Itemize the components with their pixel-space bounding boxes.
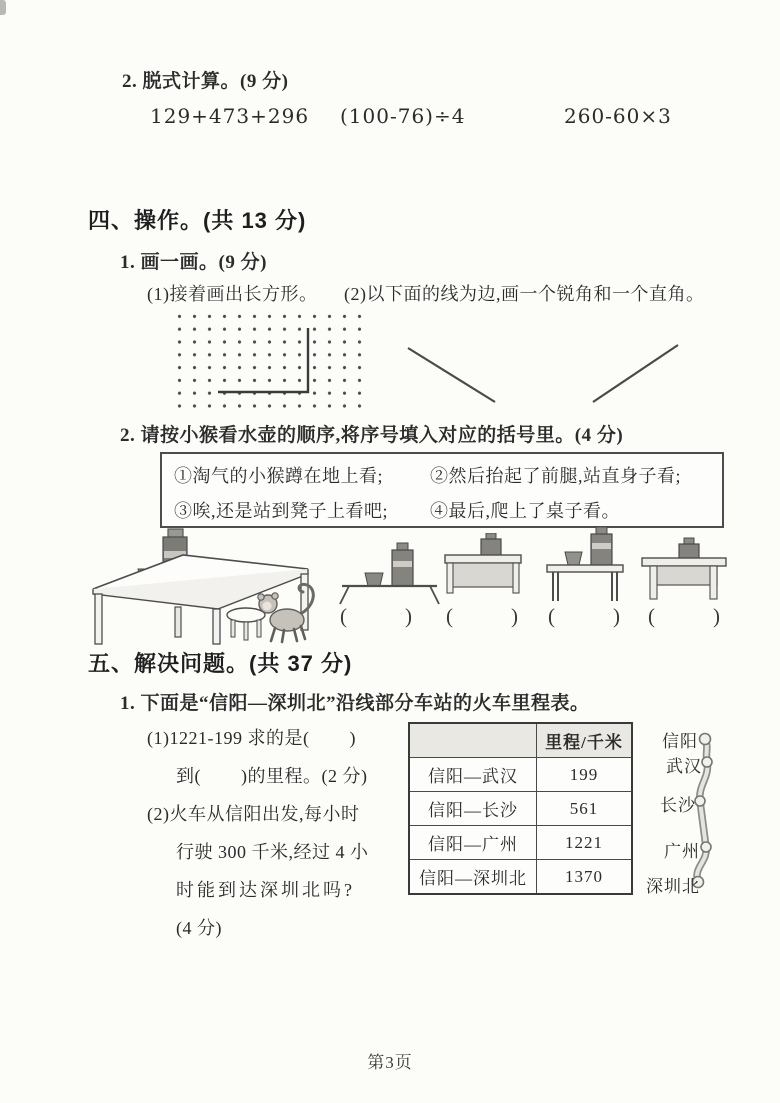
station-dot-guangzhou	[701, 842, 711, 852]
monkey-leg-2	[282, 630, 284, 642]
route-cell: 信阳—深圳北	[409, 860, 537, 895]
statement-4: ④最后,爬上了桌子看。	[430, 501, 620, 521]
stool-leg-3	[257, 620, 261, 637]
q1-line-2: 到( )的里程。(2 分)	[176, 766, 368, 786]
view-ground-level-illustration	[337, 540, 442, 605]
tabletop	[642, 558, 726, 566]
paren-close: )	[713, 604, 720, 628]
q1-line-4: 行驶 300 千米,经过 4 小	[176, 842, 369, 862]
statements-box	[160, 452, 724, 528]
statement-2: ②然后抬起了前腿,站直身子看;	[430, 466, 681, 486]
paren-close: )	[613, 604, 620, 628]
paren-open: (	[548, 604, 555, 628]
cup	[565, 552, 582, 565]
calc-question-title: 2. 脱式计算。(9 分)	[122, 71, 289, 92]
answer-brackets-4	[648, 604, 720, 629]
kettle-band	[592, 543, 611, 549]
page-number: 第3页	[367, 1053, 413, 1072]
calc-expression-3: 260-60×3	[564, 104, 672, 128]
station-label-xinyang: 信阳	[662, 732, 698, 751]
table-row	[409, 860, 632, 895]
kettle-band	[393, 561, 412, 567]
cup	[365, 573, 383, 586]
mileage-table	[408, 722, 633, 895]
section4-q1-title: 1. 画一画。(9 分)	[120, 252, 267, 273]
route-cell: 信阳—广州	[409, 826, 537, 860]
monkey-ear-right	[272, 593, 278, 599]
view-high-angle-illustration	[545, 525, 625, 603]
paren-close: )	[511, 604, 518, 628]
header-cell-empty	[409, 723, 537, 758]
section4-q1-sub2: (2)以下面的线为边,画一个锐角和一个直角。	[344, 284, 705, 304]
station-label-guangzhou: 广州	[664, 842, 700, 861]
table-leg-right	[710, 566, 717, 599]
table-leg-left	[447, 563, 453, 593]
calc-expression-2: (100-76)÷4	[340, 104, 466, 128]
table-leg-inner	[175, 607, 181, 637]
station-dot-xinyang	[700, 734, 711, 745]
route-cell: 信阳—长沙	[409, 792, 537, 826]
answer-brackets-3	[548, 604, 620, 629]
answer-brackets-1	[340, 604, 412, 629]
table-leg-left	[650, 566, 657, 599]
station-label-wuhan: 武汉	[666, 757, 702, 776]
monkey-leg-3	[294, 629, 297, 641]
distance-cell: 1221	[537, 826, 633, 860]
station-label-shenzhenbei: 深圳北	[646, 877, 700, 896]
distance-cell: 199	[537, 758, 633, 792]
table-front-panel	[452, 563, 514, 587]
tabletop	[445, 555, 521, 563]
table-row	[409, 792, 632, 826]
table-front-panel	[651, 566, 717, 585]
kettle-body	[679, 544, 699, 558]
q1-line-3: (2)火车从信阳出发,每小时	[147, 804, 360, 824]
paren-open: (	[340, 604, 347, 628]
station-dot-wuhan	[702, 757, 712, 767]
view-mid-front-illustration	[638, 533, 730, 603]
monkey-leg-1	[271, 628, 275, 641]
rectangle-partial-lines	[218, 328, 308, 392]
table-header-row	[409, 723, 632, 758]
scan-artifact	[0, 0, 6, 15]
table-leg-right	[513, 563, 519, 593]
table-leg-front-right	[213, 609, 220, 644]
table-row	[409, 758, 632, 792]
angle-edge-line-1	[408, 348, 495, 402]
paren-close: )	[405, 604, 412, 628]
paren-open: (	[648, 604, 655, 628]
tabletop	[547, 565, 623, 572]
monkey-ear-left	[258, 594, 264, 600]
station-label-changsha: 长沙	[660, 796, 696, 815]
angle-edge-line-2	[593, 345, 678, 402]
q1-line-5: 时能到达深圳北吗?	[176, 880, 355, 900]
table-leg-left	[340, 586, 349, 604]
kettle-body	[591, 534, 612, 565]
section5-q1-title: 1. 下面是“信阳—深圳北”沿线部分车站的火车里程表。	[120, 693, 590, 714]
monkey-table-scene-illustration	[65, 527, 315, 645]
statement-1: ①淘气的小猴蹲在地上看;	[174, 466, 383, 486]
section4-q1-sub1: (1)接着画出长方形。	[147, 284, 318, 304]
stool-leg-1	[231, 620, 235, 637]
paren-open: (	[446, 604, 453, 628]
section5-title: 五、解决问题。(共 37 分)	[88, 651, 353, 676]
section4-q2-title: 2. 请按小猴看水壶的顺序,将序号填入对应的括号里。(4 分)	[120, 425, 624, 446]
distance-cell: 561	[537, 792, 633, 826]
section4-title: 四、操作。(共 13 分)	[88, 208, 307, 233]
answer-brackets-2	[446, 604, 518, 629]
calc-expression-1: 129+473+296	[150, 104, 310, 128]
route-cell: 信阳—武汉	[409, 758, 537, 792]
kettle-body	[392, 550, 413, 586]
q1-line-1: (1)1221-199 求的是( )	[147, 728, 356, 748]
q1-line-6: (4 分)	[176, 918, 222, 938]
station-dot-changsha	[695, 796, 705, 806]
statement-3: ③唉,还是站到凳子上看吧;	[174, 501, 388, 521]
table-leg-front-left	[95, 594, 102, 644]
view-low-front-illustration	[443, 533, 523, 603]
monkey-face	[263, 602, 272, 611]
header-cell-distance: 里程/千米	[537, 723, 633, 758]
kettle-body	[481, 539, 501, 556]
table-row	[409, 826, 632, 860]
stool-leg-2	[244, 622, 248, 640]
drawing-lines-illustration	[0, 300, 780, 420]
distance-cell: 1370	[537, 860, 633, 895]
table-leg-right	[430, 586, 439, 604]
